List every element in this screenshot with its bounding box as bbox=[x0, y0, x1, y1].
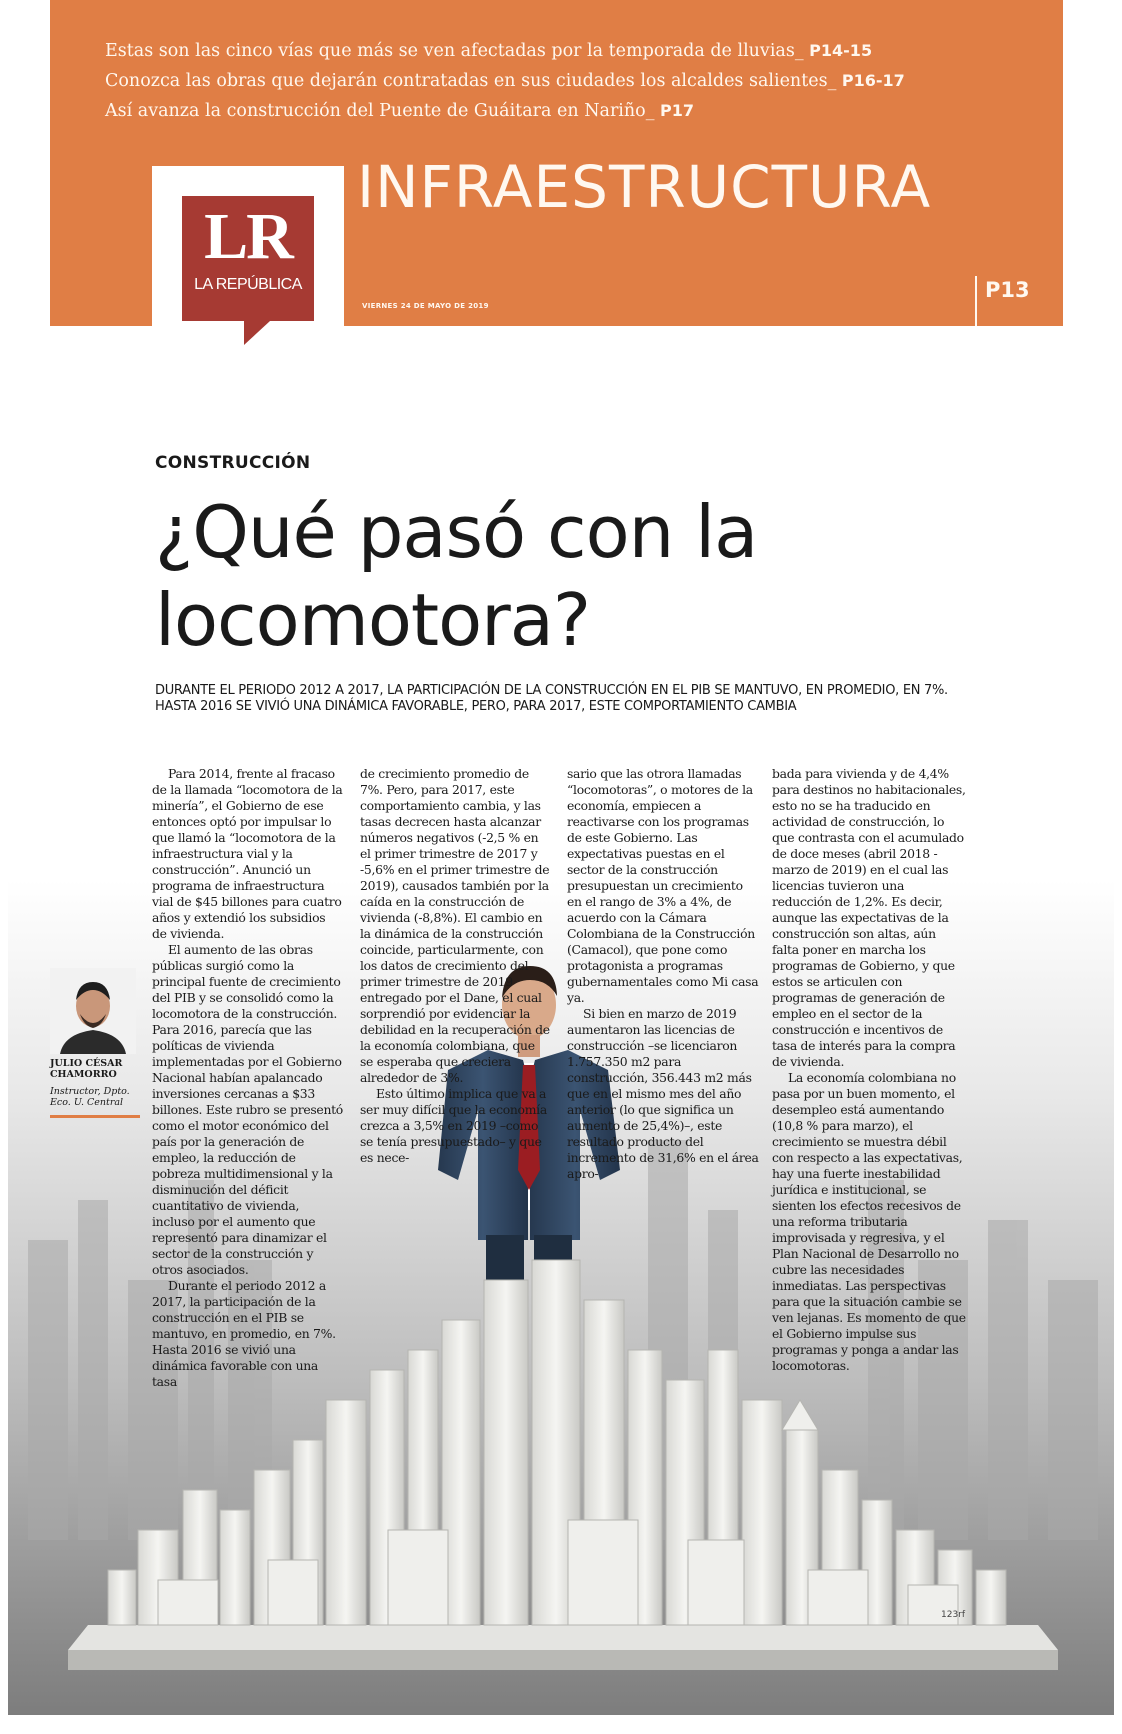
paragraph: Durante el periodo 2012 a 2017, la participación de la construcción en el PIB se mantuvo, en promedio, en 7%. Hasta 2016 se vivió una dinámica favorable con una tasa bbox=[152, 1278, 336, 1389]
article-dek bbox=[155, 683, 985, 715]
teaser-item[interactable]: Conozca las obras que dejarán contratadas en sus ciudades los alcaldes salientes_ P16-17 bbox=[105, 71, 905, 91]
article-column-1 bbox=[152, 766, 343, 1390]
paragraph: bada para vivienda y de 4,4% para destinos no habitacionales, esto no se ha traducido en actividad de construcción, lo que contrasta con el acumulado de doce meses (abril 2018 - marzo de 2019) en el cual las licencias tuvieron una reducción de 1,2%. Es decir, aunque las expectativas de la construcción son altas, aún falta poner en marcha los programas de Gobierno, y que estos se articulen con programas de generación de empleo en el sector de la construcción e incentivos de tasa de interés para la compra de vivienda. bbox=[772, 766, 966, 1069]
article-kicker: CONSTRUCCIÓN bbox=[155, 453, 311, 473]
author-name: JULIO CÉSAR CHAMORRO bbox=[50, 1058, 123, 1080]
logo-initials: LR bbox=[204, 200, 292, 273]
paragraph: Si bien en marzo de 2019 aumentaron las licencias de construcción –se licenciaron 1.757.350 m2 para construcción, 356.443 m2 más que en el mismo mes del año anterior (lo que significa un aumento de 25,4%)–, este resultado producto del incremento de 31,6% en el área apro- bbox=[567, 1006, 759, 1181]
article-column-4 bbox=[772, 766, 966, 1374]
author-role: Instructor, Dpto. Eco. U. Central bbox=[50, 1086, 130, 1108]
paragraph: La economía colombiana no pasa por un buen momento, el desempleo está aumentando (10,8 % para marzo), el crecimiento se muestra débil con respecto a las expectativas, hay una fuerte inestabilidad jurídica e institucional, se sienten los efectos recesivos de una reforma tributaria improvisada y regresiva, y el Plan Nacional de Desarrollo no cubre las necesidades inmediatas. Las perspectivas para que la situación cambie se ven lejanas. Es momento de que el Gobierno impulse sus programas y ponga a andar las locomotoras. bbox=[772, 1070, 966, 1373]
paragraph: Para 2014, frente al fracaso de la llamada “locomotora de la minería”, el Gobierno de ese entonces optó por impulsar lo que llamó la “locomotora de la infraestructura vial y la construcción”. Anunció un programa de infraestructura vial de $45 billones para cuatro años y extendió los subsidios de vivienda. bbox=[152, 766, 343, 941]
article-headline bbox=[155, 488, 757, 664]
article-column-3 bbox=[567, 766, 760, 1182]
headline-line-1: ¿Qué pasó con la bbox=[155, 490, 758, 574]
paragraph: de crecimiento promedio de 7%. Pero, para 2017, este comportamiento cambia, y las tasas decrecen hasta alcanzar números negativos (-2,5 % en el primer trimestre de 2017 y -5,6% en el primer trimestre de 2019), causados también por la caída en la construcción de vivienda (-8,8%). El cambio en la dinámica de la construcción coincide, particularmente, con los datos de crecimiento del primer trimestre de 2019 entregado por el Dane, el cual sorprendió por evidenciar la debilidad en la recuperación de la economía colombiana, que se esperaba que creciera alrededor de 3%. bbox=[360, 766, 550, 1085]
dek-line-2: HASTA 2016 SE VIVIÓ UNA DINÁMICA FAVORABLE, PERO, PARA 2017, ESTE COMPORTAMIENTO CAMBIA bbox=[155, 699, 797, 714]
author-photo bbox=[50, 968, 136, 1054]
teaser-item[interactable]: Estas son las cinco vías que más se ven afectadas por la temporada de lluvias_ P14-15 bbox=[105, 41, 873, 61]
paragraph: sario que las otrora llamadas “locomotoras”, o motores de la economía, empiecen a reactivarse con los programas de este Gobierno. Las expectativas puestas en el sector de la construcción presupuestan un crecimiento en el rango de 3% a 4%, de acuerdo con la Cámara Colombiana de la Construcción (Camacol), que pone como protagonista a programas gubernamentales como Mi casa ya. bbox=[567, 766, 759, 1005]
section-title: INFRAESTRUCTURA bbox=[357, 153, 932, 221]
page-number: P13 bbox=[985, 278, 1030, 302]
photo-credit: 123rf bbox=[941, 1610, 966, 1620]
paragraph: Esto último implica que va a ser muy difícil que la economía crezca a 3,5% en 2019 –como se tenía presupuestado– y que es nece- bbox=[360, 1086, 547, 1165]
dek-line-1: DURANTE EL PERIODO 2012 A 2017, LA PARTICIPACIÓN DE LA CONSTRUCCIÓN EN EL PIB SE MANTUVO, EN PROMEDIO, EN 7%. bbox=[155, 683, 948, 698]
teaser-item[interactable]: Así avanza la construcción del Puente de Guáitara en Nariño_ P17 bbox=[105, 101, 695, 121]
page-divider bbox=[975, 276, 977, 326]
headline-line-2: locomotora? bbox=[155, 578, 591, 662]
logo-container bbox=[152, 166, 344, 326]
article-column-2 bbox=[360, 766, 551, 1166]
paragraph: El aumento de las obras públicas surgió como la principal fuente de crecimiento del PIB y se consolidó como la locomotora de la construcción. Para 2016, parecía que las políticas de vivienda implementadas por el Gobierno Nacional habían apalancado inversiones cercanas a $33 billones. Este rubro se presentó como el motor económico del país por la generación de empleo, la reducción de pobreza multidimensional y la disminución del déficit cuantitativo de vivienda, incluso por el aumento que representó para dinamizar el sector de la construcción y otros asociados. bbox=[152, 942, 343, 1277]
logo-speech-tail bbox=[244, 321, 270, 345]
la-republica-logo[interactable] bbox=[182, 196, 314, 321]
logo-name: LA REPÚBLICA bbox=[194, 276, 302, 293]
teaser-list bbox=[105, 36, 905, 126]
issue-date: VIERNES 24 DE MAYO DE 2019 bbox=[362, 302, 489, 310]
author-accent-rule bbox=[50, 1115, 140, 1118]
